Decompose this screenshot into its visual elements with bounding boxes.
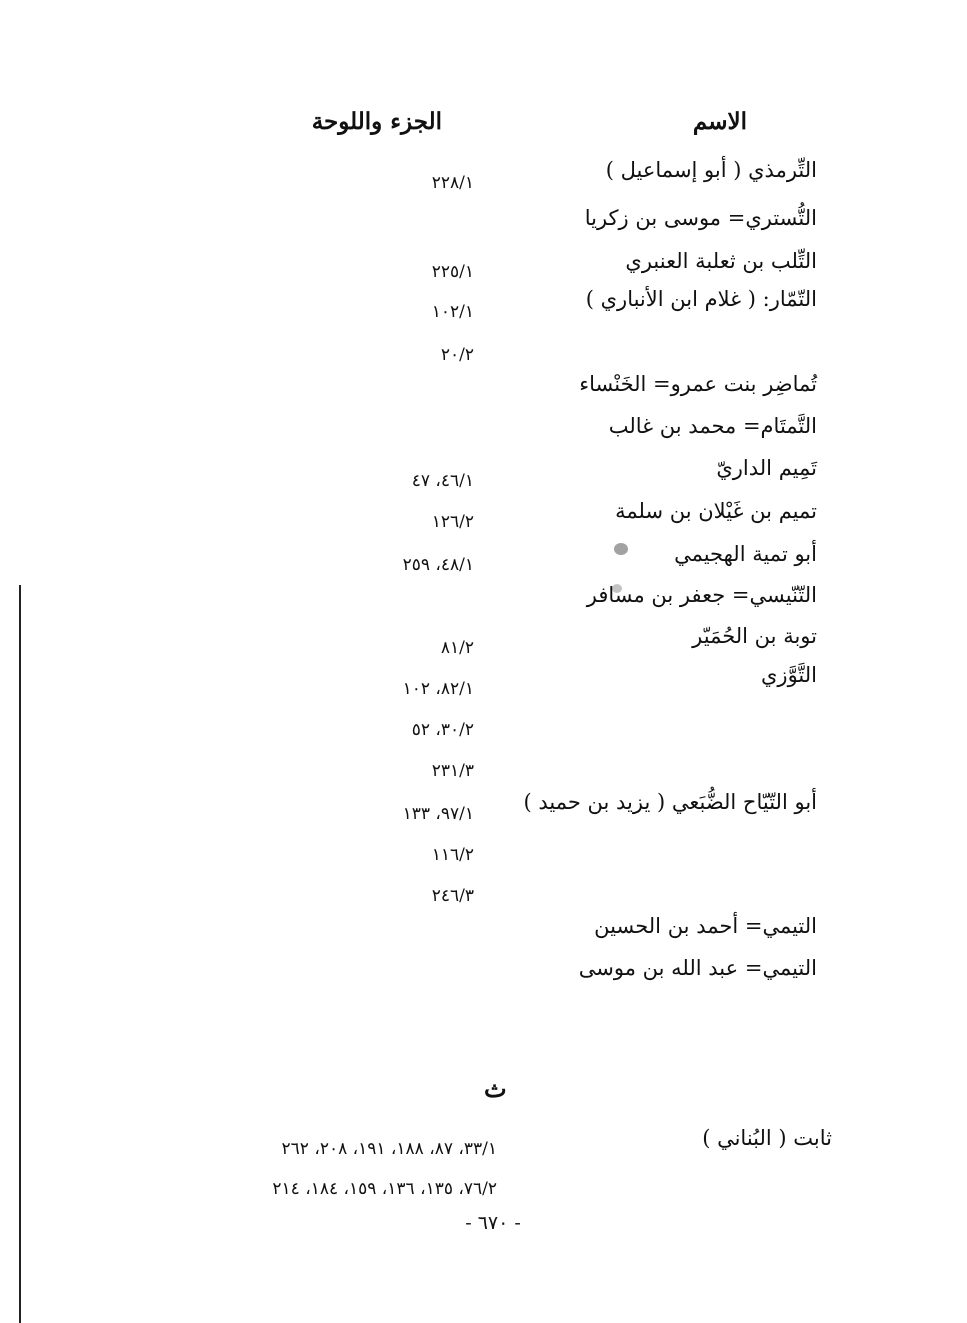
entry-ref: ١١٦/٢ xyxy=(431,845,474,865)
entry-ref: ٨١/٢ xyxy=(440,638,474,658)
section-letter-heading: ث xyxy=(484,1074,507,1103)
entry-name: التَّوَّزي xyxy=(761,663,817,687)
entry-ref: ٨٢/١، ١٠٢ xyxy=(402,679,474,699)
entry-ref: ٤٨/١، ٢٥٩ xyxy=(402,555,474,575)
entry-name: أبو التّيّاح الضُّبَعي ( يزيد بن حميد ) xyxy=(523,790,817,814)
entry-name: تُماضِر بنت عمرو= الخَنْساء xyxy=(579,372,817,396)
column-header-volume-plate: الجزء واللوحة xyxy=(311,108,442,135)
entry-ref: ١٢٦/٢ xyxy=(431,512,474,532)
entry-ref: ٩٧/١، ١٣٣ xyxy=(402,804,474,824)
entry-name: تميم بن غَيْلان بن سلمة xyxy=(615,499,817,523)
entry-ref: ٢٤٦/٣ xyxy=(431,886,474,906)
entry-name: التَّمتَام= محمد بن غالب xyxy=(608,414,817,438)
entry-name: التِّلب بن ثعلبة العنبري xyxy=(625,249,817,273)
entry-name: التُّستري= موسى بن زكريا xyxy=(584,206,817,230)
entry-name: تَمِيم الداريّ xyxy=(716,456,817,480)
entry-ref: ٢٢٨/١ xyxy=(431,173,474,193)
entry-name: التيمي= عبد الله بن موسى xyxy=(578,956,817,980)
page-number: - ٦٧٠ - xyxy=(465,1212,521,1234)
entry-ref: ٣٠/٢، ٥٢ xyxy=(411,720,474,740)
column-header-name: الاسم xyxy=(692,108,747,135)
entry-name: التّمّار: ( غلام ابن الأنباري ) xyxy=(585,287,817,311)
entry-ref: ١٠٢/١ xyxy=(431,302,474,322)
entry-ref: ٢٢٥/١ xyxy=(431,262,474,282)
ink-smudge xyxy=(614,543,628,555)
entry-name: التيمي= أحمد بن الحسين xyxy=(594,914,817,938)
entry-name: التّنّيسي= جعفر بن مسافر xyxy=(586,583,817,607)
entry-name: أبو تمية الهجيمي xyxy=(674,542,817,566)
entry-ref-thabit-line2: ٧٦/٢، ١٣٥، ١٣٦، ١٥٩، ١٨٤، ٢١٤ xyxy=(272,1179,497,1199)
page-edge-line xyxy=(19,585,21,1323)
entry-ref: ٤٦/١، ٤٧ xyxy=(411,471,474,491)
entry-ref: ٢٠/٢ xyxy=(440,345,474,365)
entry-ref: ٢٣١/٣ xyxy=(431,761,474,781)
entry-name: التِّرمذي ( أبو إسماعيل ) xyxy=(605,158,817,182)
ink-smudge xyxy=(612,584,622,593)
entry-name: توبة بن الحُمَيّر xyxy=(692,624,817,648)
entry-name-thabit: ثابت ( البُناني ) xyxy=(702,1126,832,1150)
entry-ref-thabit-line1: ٣٣/١، ٨٧، ١٨٨، ١٩١، ٢٠٨، ٢٦٢ xyxy=(281,1139,497,1159)
